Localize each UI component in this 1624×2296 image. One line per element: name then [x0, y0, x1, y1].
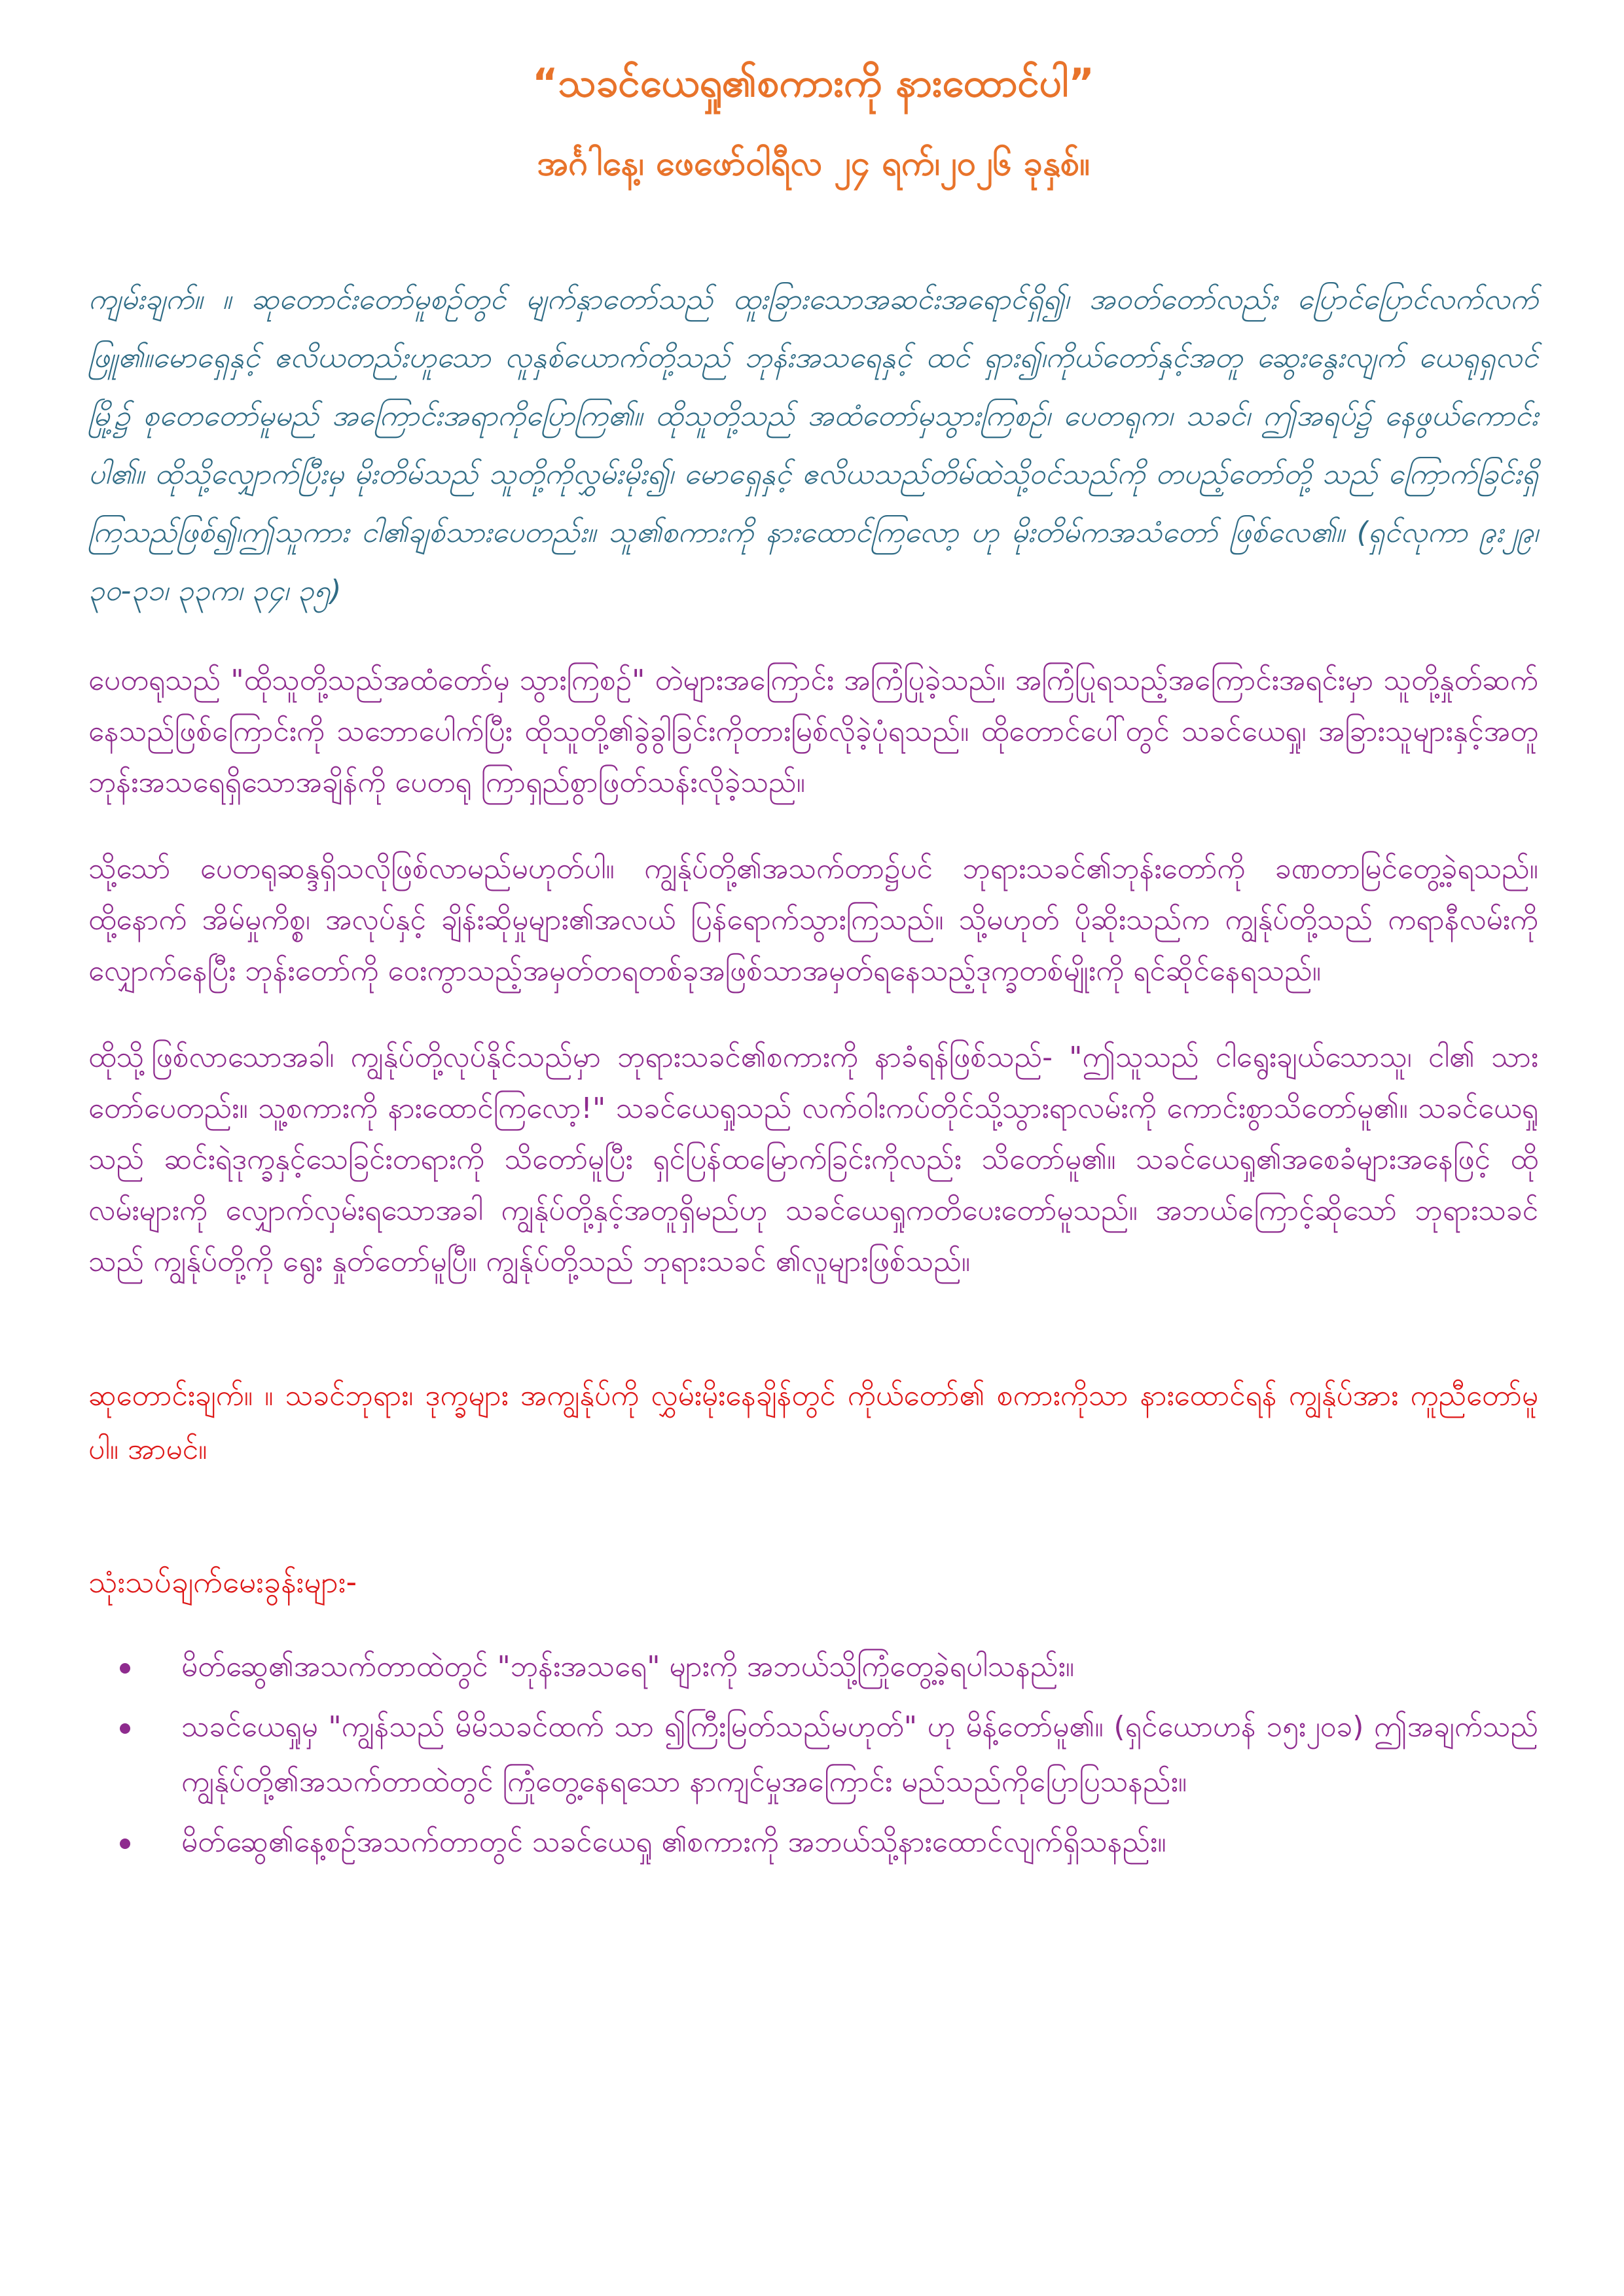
question-list — [88, 1640, 1538, 1870]
scripture-passage: ကျမ်းချက်။ ။ ဆုတောင်းတော်မူစဉ်တွင် မျက်နှာတော်သည် ထူးခြားသောအဆင်းအရောင်ရှိ၍၊ အဝတ်တော်လည်း ပြောင်ပြောင်လက်လက် ဖြူ၏။မောရှေနှင့် ဧလိယတည်းဟူသော လူနှစ်ယောက်တို့သည် ဘုန်းအသရေနှင့် ထင် ရှား၍၊ကိုယ်တော်နှင့်အတူ ဆွေးနွေးလျက် ယေရုရှလင်မြို့၌ စုတေတော်မူမည် အကြောင်းအရာကိုပြောကြ၏။ ထိုသူတို့သည် အထံတော်မှသွားကြစဉ်၊ ပေတရုက၊ သခင်၊ ဤအရပ်၌ နေဖွယ်ကောင်းပါ၏။ ထိုသို့လျှောက်ပြီးမှ မိုးတိမ်သည် သူတို့ကိုလွှမ်းမိုး၍၊ မောရှေနှင့် ဧလိယသည်တိမ်ထဲသို့ဝင်သည်ကို တပည့်တော်တို့ သည် ကြောက်ခြင်းရှိကြသည်ဖြစ်၍၊ဤသူကား ငါ၏ချစ်သားပေတည်း။ သူ၏စကားကို နားထောင်ကြလော့ ဟု မိုးတိမ်ကအသံတော် ဖြစ်လေ၏။ (ရှင်လုကာ ၉း၂၉၊ ၃၀-၃၁၊ ၃၃က၊ ၃၄၊ ၃၅) — [88, 282, 1538, 607]
page-title: “သခင်ယေရှု၏စကားကို နားထောင်ပါ” — [532, 60, 1094, 106]
bullet-icon — [120, 1663, 130, 1674]
questions-heading: သုံးသပ်ချက်မေးခွန်းများ- — [88, 1564, 357, 1600]
question-text: သခင်ယေရှုမှ "ကျွန်သည် မိမိသခင်ထက် သာ ၍ကြီးမြတ်သည်မဟုတ်" ဟု မိန့်တော်မူ၏။ (ရှင်ယောဟန် ၁၅း၂၀ခ) ဤအချက်သည် ကျွန်ုပ်တို့၏အသက်တာထဲတွင် ကြုံတွေ့နေရသော နာကျင်မှုအကြောင်း မည်သည်ကိုပြောပြသနည်း။ — [181, 1710, 1538, 1799]
question-text: မိတ်ဆွေ၏အသက်တာထဲတွင် "ဘုန်းအသရေ" များကို အဘယ်သို့ကြုံတွေ့ခဲ့ရပါသနည်း။ — [181, 1650, 1075, 1684]
document-header — [88, 56, 1538, 187]
bullet-icon — [120, 1723, 130, 1734]
body-paragraph-3: ထိုသို့ဖြစ်လာသောအခါ၊ ကျွန်ုပ်တို့လုပ်နိုင်သည်မှာ ဘုရားသခင်၏စကားကို နာခံရန်ဖြစ်သည်- "ဤသူသည် ငါရွေးချယ်သောသူ၊ ငါ၏ သားတော်ပေတည်း။ သူ့စကားကို နားထောင်ကြလော့!" သခင်ယေရှုသည် လက်ဝါးကပ်တိုင်သို့သွားရာလမ်းကို ကောင်းစွာသိတော်မူ၏။ သခင်ယေရှုသည် ဆင်းရဲဒုက္ခနှင့်သေခြင်းတရားကို သိတော်မူပြီး ရှင်ပြန်ထမြောက်ခြင်းကိုလည်း သိတော်မူ၏။ သခင်ယေရှု၏အစေခံများအနေဖြင့် ထိုလမ်းများကို လျှောက်လှမ်းရသောအခါ ကျွန်ုပ်တို့နှင့်အတူရှိမည်ဟု သခင်ယေရှုကတိပေးတော်မူသည်။ အဘယ်ကြောင့်ဆိုသော် ဘုရားသခင်သည် ကျွန်ုပ်တို့ကို ရွေး နှုတ်တော်မူပြီ။ ကျွန်ုပ်တို့သည် ဘုရားသခင် ၏လူများဖြစ်သည်။ — [88, 1040, 1538, 1278]
question-text: မိတ်ဆွေ၏နေ့စဉ်အသက်တာတွင် သခင်ယေရှု ၏စကားကို အဘယ်သို့နားထောင်လျက်ရှိသနည်း။ — [181, 1825, 1166, 1859]
prayer-paragraph: ဆုတောင်းချက်။ ။ သခင်ဘုရား၊ ဒုက္ခများ အကျွန်ုပ်ကို လွှမ်းမိုးနေချိန်တွင် ကိုယ်တော်၏ စကားကိုသာ နားထောင်ရန် ကျွန်ုပ်အား ကူညီတော်မူပါ။ အာမင်။ — [88, 1378, 1538, 1466]
question-item-3 — [88, 1815, 1538, 1870]
bullet-icon — [120, 1839, 130, 1849]
body-paragraph-2: သို့သော် ပေတရုဆန္ဒရှိသလိုဖြစ်လာမည်မဟုတ်ပါ။ ကျွန်ုပ်တို့၏အသက်တာ၌ပင် ဘုရားသခင်၏ဘုန်းတော်ကို ခဏတာမြင်တွေ့ခဲ့ရသည်။ ထို့နောက် အိမ်မှုကိစ္စ၊ အလုပ်နှင့် ချိန်းဆိုမှုများ၏အလယ် ပြန်ရောက်သွားကြသည်။ သို့မဟုတ် ပိုဆိုးသည်က ကျွန်ုပ်တို့သည် ကရာနီလမ်းကို လျှောက်နေပြီး ဘုန်းတော်ကို ဝေးကွာသည့်အမှတ်တရတစ်ခုအဖြစ်သာအမှတ်ရနေသည့်ဒုက္ခတစ်မျိုးကို ရင်ဆိုင်နေရသည်။ — [88, 852, 1538, 988]
body-paragraph-1: ပေတရုသည် "ထိုသူတို့သည်အထံတော်မှ သွားကြစဉ်" တဲများအကြောင်း အကြံပြုခဲ့သည်။ အကြံပြုရသည့်အကြောင်းအရင်းမှာ သူတို့နှုတ်ဆက်နေသည်ဖြစ်ကြောင်းကို သဘောပေါက်ပြီး ထိုသူတို့၏ခွဲခွါခြင်းကိုတားမြစ်လိုခဲ့ပုံရသည်။ ထိုတောင်ပေါ်တွင် သခင်ယေရှု၊ အခြားသူများနှင့်အတူ ဘုန်းအသရေရှိသောအချိန်ကို ပေတရု ကြာရှည်စွာဖြတ်သန်းလိုခဲ့သည်။ — [88, 663, 1538, 799]
question-item-2 — [88, 1700, 1538, 1810]
question-item-1 — [88, 1640, 1538, 1695]
document-date: အင်္ဂါနေ့၊ ဖေဖော်ဝါရီလ ၂၄ ရက်၊၂၀၂၆ ခုနှစ်။ — [537, 144, 1090, 183]
